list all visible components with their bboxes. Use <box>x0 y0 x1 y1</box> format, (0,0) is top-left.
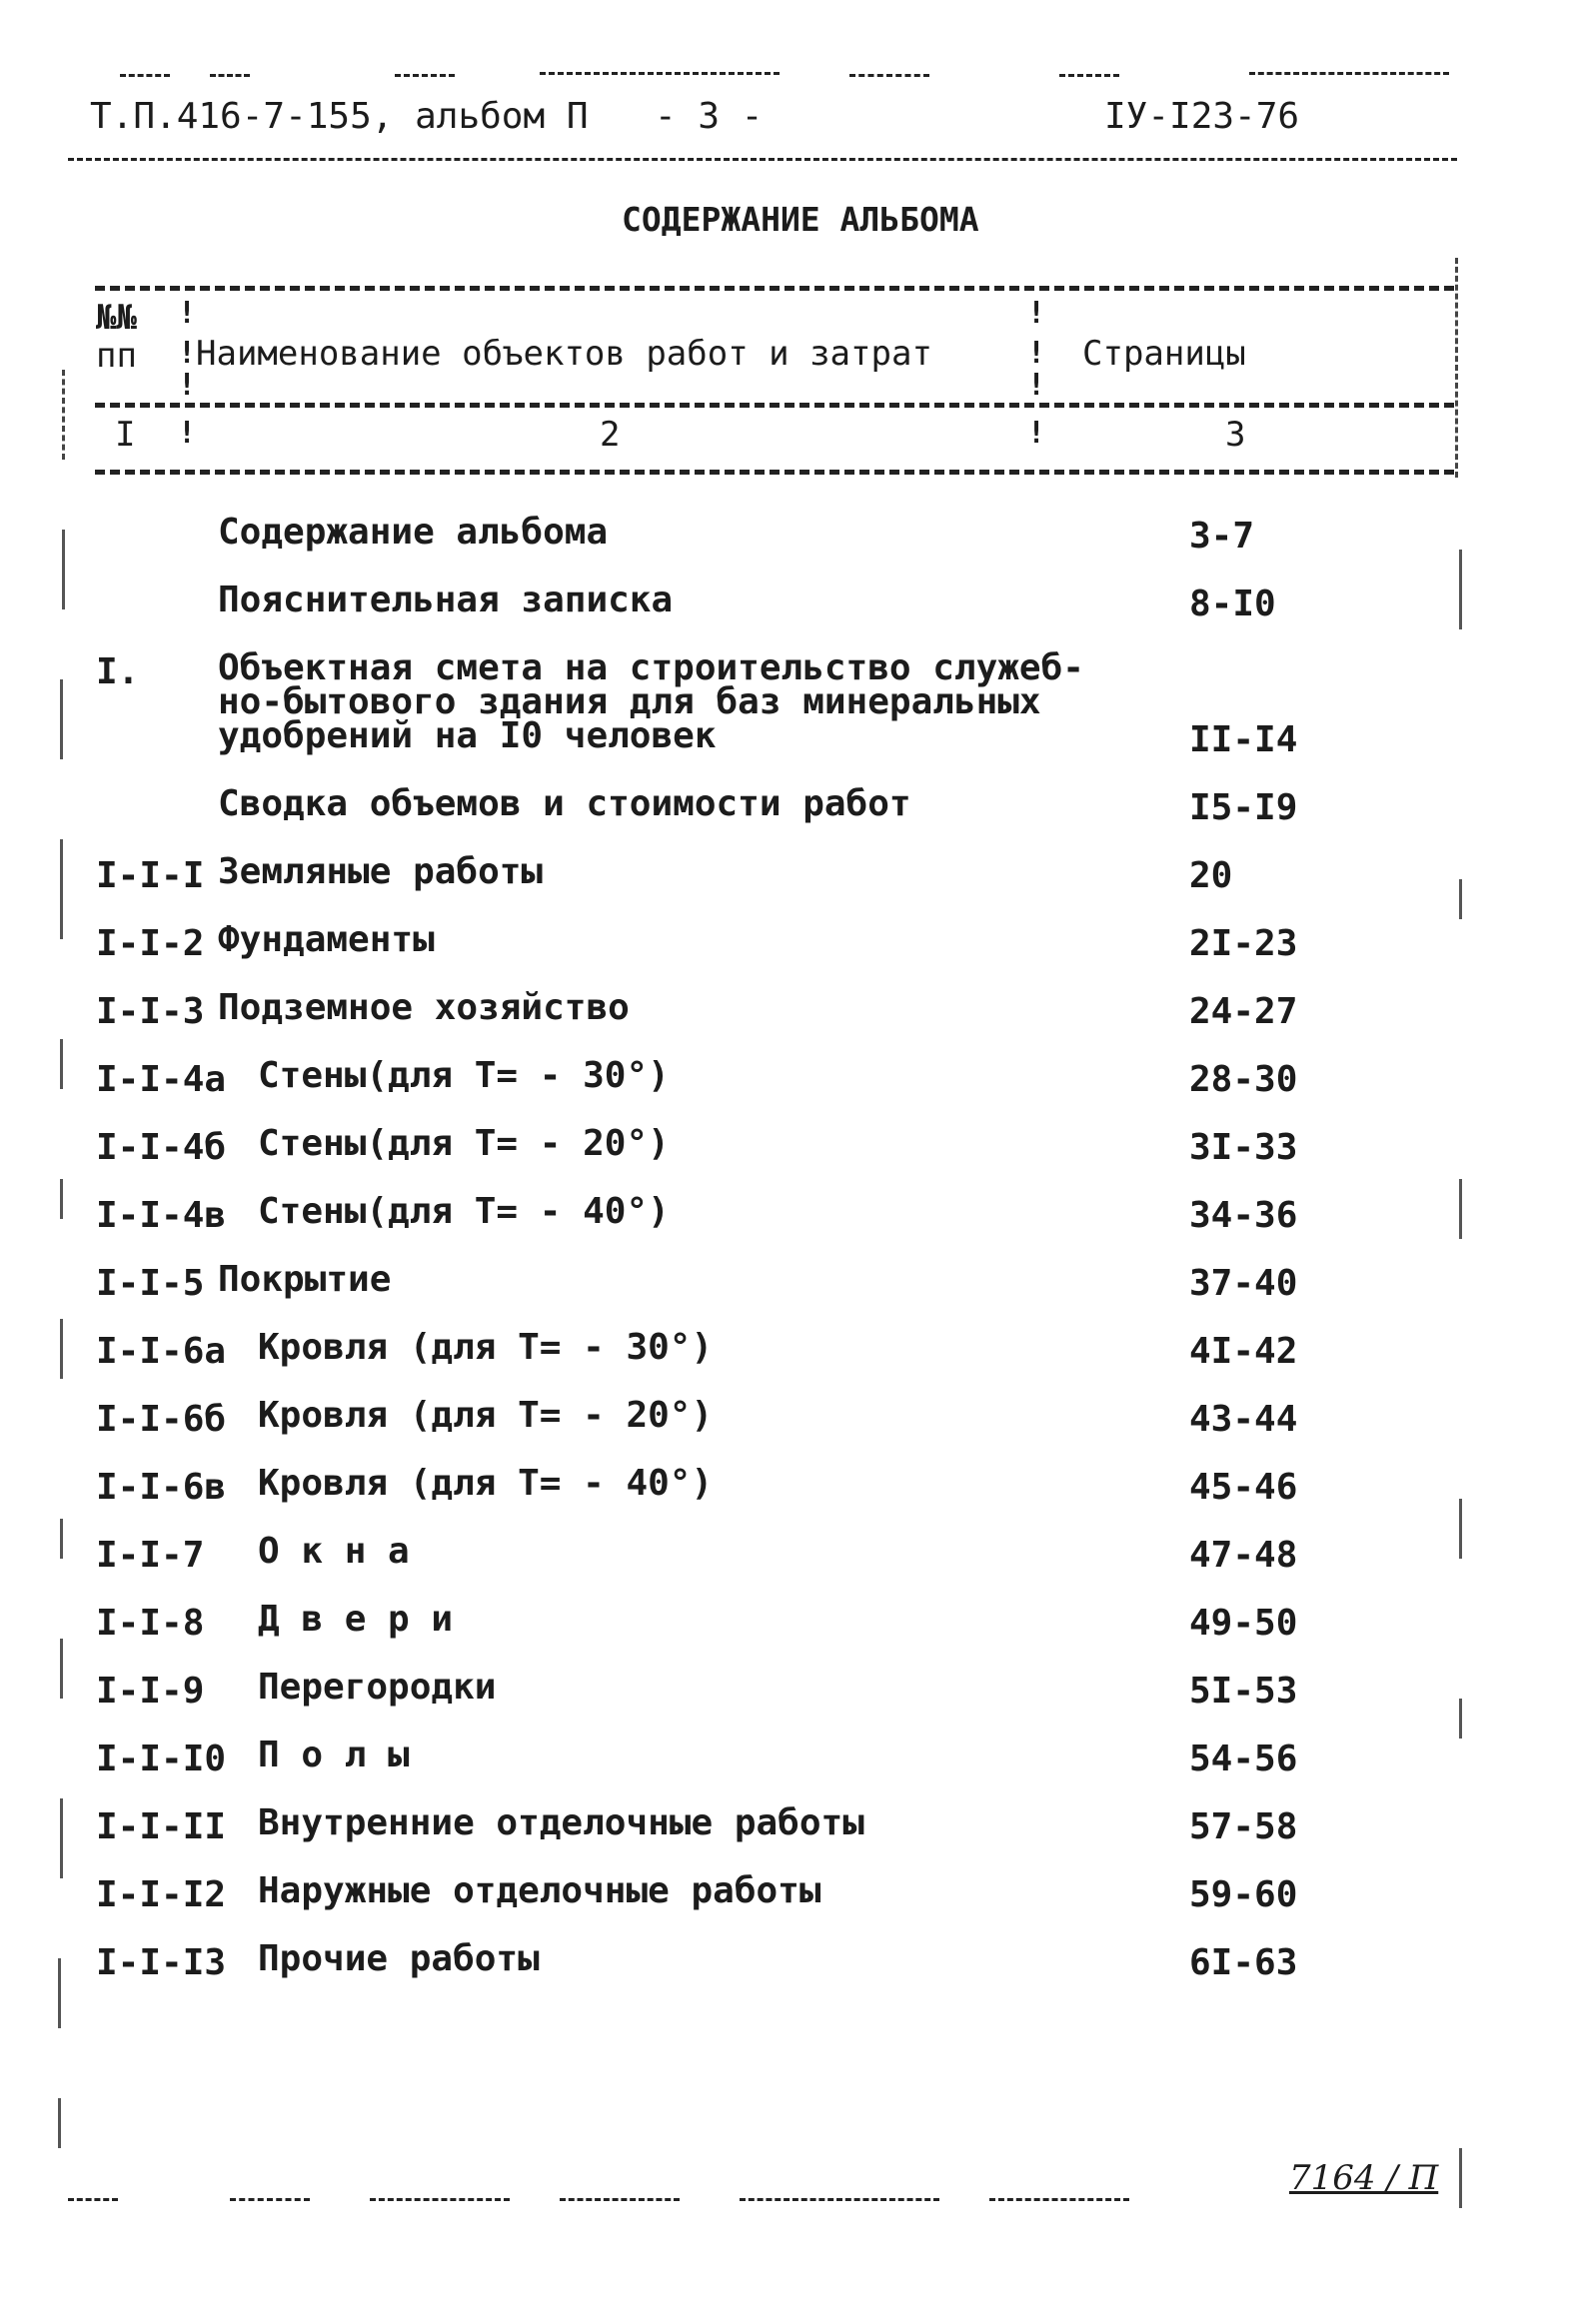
toc-row-pages: 37-40 <box>1189 1263 1298 1304</box>
toc-row-number: I-I-6в <box>96 1467 227 1508</box>
archive-signature: 7164 / П <box>1289 2158 1439 2198</box>
toc-row-number: I-I-9 <box>96 1671 205 1712</box>
toc-row-name: Стены(для Т= - 30°) <box>258 1055 670 1096</box>
toc-row-number: I-I-I <box>96 855 205 896</box>
toc-row-pages: 59-60 <box>1189 1874 1298 1915</box>
header-underline <box>68 158 1457 161</box>
col3-header: Страницы <box>1082 334 1246 374</box>
toc-row-name: Внутренние отделочные работы <box>258 1802 864 1843</box>
table-header-divider <box>95 403 1454 408</box>
toc-row-name: Пояснительная записка <box>218 580 674 620</box>
toc-row-pages: 45-46 <box>1189 1467 1298 1508</box>
col1-header-line2: пп <box>96 336 137 376</box>
toc-row-pages: 34-36 <box>1189 1195 1298 1236</box>
toc-row-name-line: удобрений на I0 человек <box>218 715 717 756</box>
toc-row-number: I-I-7 <box>96 1535 205 1576</box>
toc-row-name-line: но-бытового здания для баз минеральных <box>218 681 1041 722</box>
col3-number: 3 <box>1225 415 1246 455</box>
toc-row-name: Стены(для Т= - 20°) <box>258 1123 670 1164</box>
toc-row-name: Земляные работы <box>218 851 544 892</box>
toc-row-name: Стены(для Т= - 40°) <box>258 1191 670 1232</box>
toc-row-pages: I5-I9 <box>1189 787 1298 828</box>
toc-row-pages: 2I-23 <box>1189 923 1298 964</box>
toc-row-number: I-I-4б <box>96 1127 227 1168</box>
table-top-border <box>95 286 1454 291</box>
toc-row-name: О к н а <box>258 1531 410 1572</box>
toc-row-name: Покрытие <box>218 1259 392 1300</box>
toc-row-number: I-I-II <box>96 1806 227 1847</box>
toc-row-number: I-I-3 <box>96 991 205 1032</box>
document-code: Т.П.416-7-155, альбом П <box>90 96 589 137</box>
toc-row-name: Подземное хозяйство <box>218 987 630 1028</box>
page-number: - 3 - <box>655 96 764 137</box>
toc-row-pages: 43-44 <box>1189 1399 1298 1440</box>
toc-row-name: Сводка объемов и стоимости работ <box>218 783 911 824</box>
toc-row-name: Перегородки <box>258 1667 497 1708</box>
toc-row-pages: 3I-33 <box>1189 1127 1298 1168</box>
toc-row-number: I. <box>96 651 140 692</box>
col1-header-line1: №№ <box>96 298 137 338</box>
toc-row-pages: 47-48 <box>1189 1535 1298 1576</box>
toc-row-name: П о л ы <box>258 1735 410 1775</box>
table-bottom-border <box>95 470 1454 475</box>
toc-row-pages: II-I4 <box>1189 719 1298 760</box>
toc-row-number: I-I-2 <box>96 923 205 964</box>
toc-row-name: Кровля (для Т= - 40°) <box>258 1463 714 1504</box>
toc-row-name: Наружные отделочные работы <box>258 1870 821 1911</box>
toc-row-pages: 3-7 <box>1189 516 1255 557</box>
toc-row-number: I-I-6а <box>96 1331 227 1372</box>
toc-row-pages: 20 <box>1189 855 1233 896</box>
toc-row-name: Прочие работы <box>258 1938 540 1979</box>
toc-row-name: Д в е р и <box>258 1599 454 1640</box>
toc-row-pages: 49-50 <box>1189 1603 1298 1644</box>
toc-row-name: Содержание альбома <box>218 512 609 553</box>
series-code: IУ-I23-76 <box>1104 96 1300 137</box>
toc-row-name: Фундаменты <box>218 919 435 960</box>
toc-row-pages: 6I-63 <box>1189 1942 1298 1983</box>
toc-row-pages: 4I-42 <box>1189 1331 1298 1372</box>
toc-row-pages: 28-30 <box>1189 1059 1298 1100</box>
col2-header: Наименование объектов работ и затрат <box>196 334 932 374</box>
toc-row-number: I-I-4а <box>96 1059 227 1100</box>
toc-row-pages: 8-I0 <box>1189 583 1276 624</box>
toc-row-name-line: Объектная смета на строительство служеб- <box>218 647 1084 688</box>
toc-row-number: I-I-6б <box>96 1399 227 1440</box>
toc-row-pages: 24-27 <box>1189 991 1298 1032</box>
toc-row-name: Кровля (для Т= - 30°) <box>258 1327 714 1368</box>
toc-row-number: I-I-4в <box>96 1195 227 1236</box>
page-title: СОДЕРЖАНИЕ АЛЬБОМА <box>622 200 979 239</box>
col2-number: 2 <box>600 415 621 455</box>
toc-row-number: I-I-8 <box>96 1603 205 1644</box>
toc-row-pages: 5I-53 <box>1189 1671 1298 1712</box>
col1-number: I <box>115 415 136 455</box>
toc-row-name: Кровля (для Т= - 20°) <box>258 1395 714 1436</box>
toc-row-number: I-I-I2 <box>96 1874 227 1915</box>
toc-row-pages: 54-56 <box>1189 1739 1298 1779</box>
toc-row-number: I-I-I0 <box>96 1739 227 1779</box>
toc-row-number: I-I-I3 <box>96 1942 227 1983</box>
toc-row-pages: 57-58 <box>1189 1806 1298 1847</box>
toc-row-number: I-I-5 <box>96 1263 205 1304</box>
